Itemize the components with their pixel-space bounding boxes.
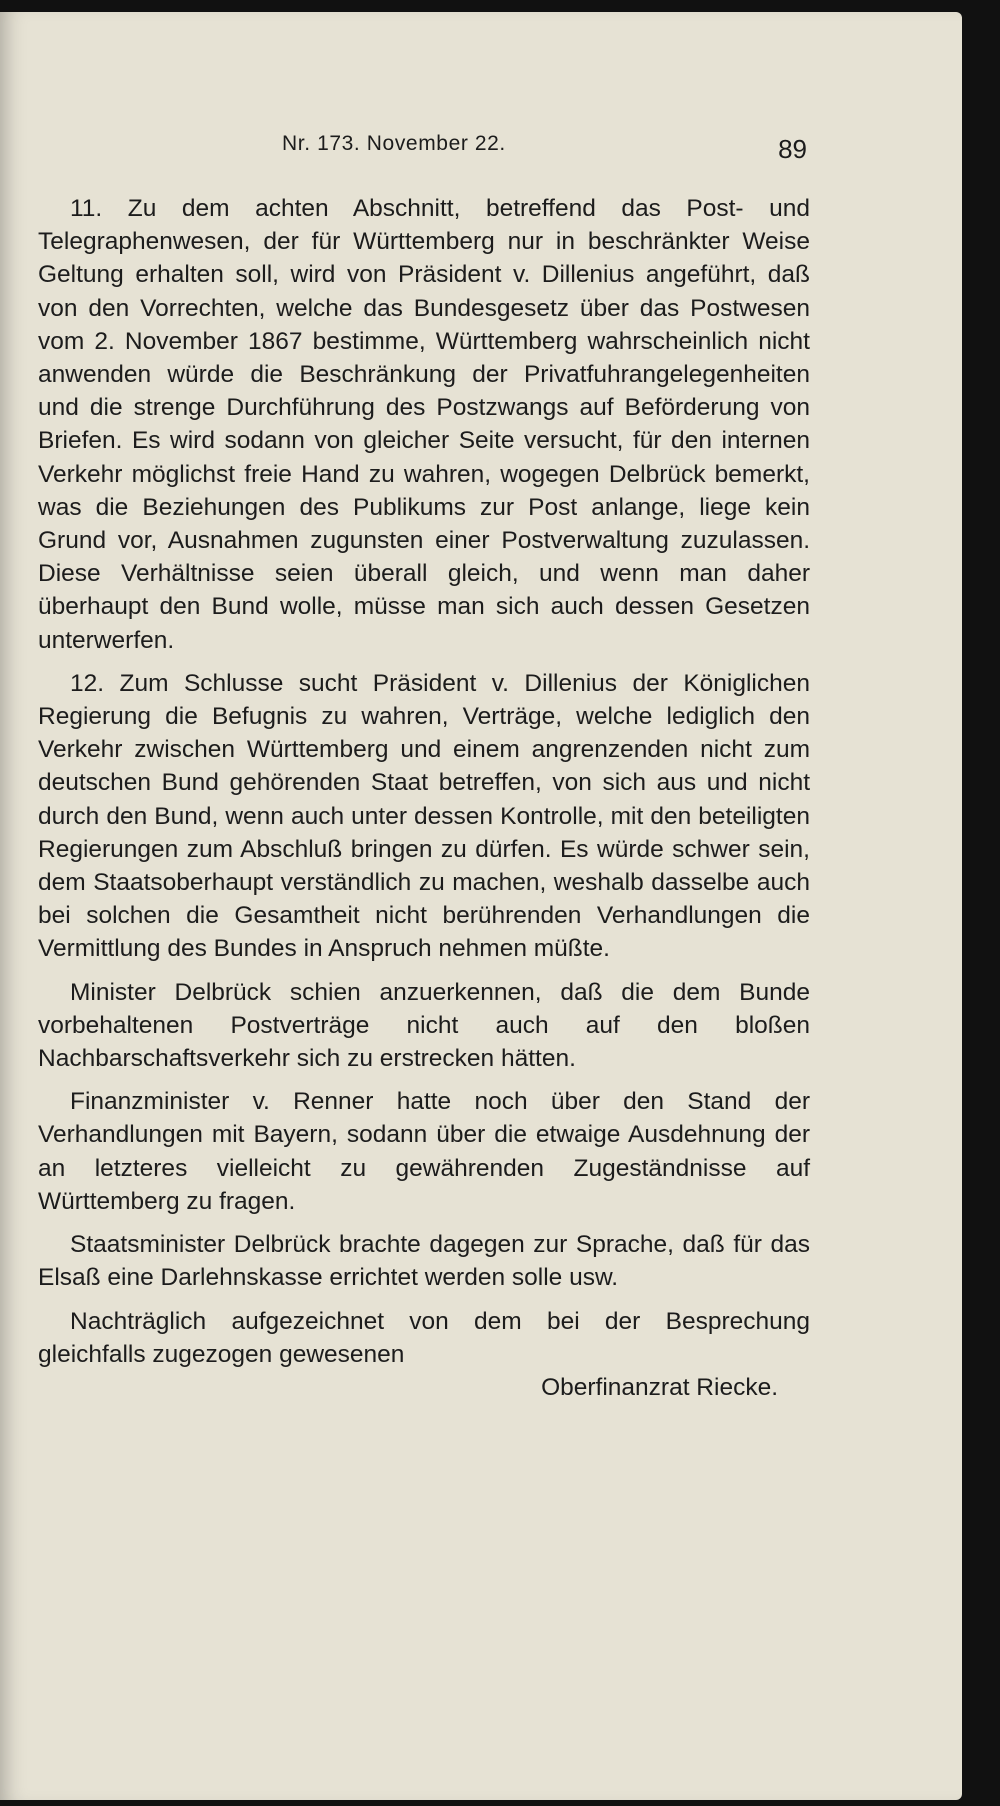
book-page <box>0 12 962 1800</box>
page-number: 89 <box>778 134 807 164</box>
paragraph-nachtraeglich: Nachträglich aufgezeichnet von dem bei der Besprechung gleichfalls zugezogen gewesenen <box>38 1307 810 1368</box>
paragraph-section-11: 11. Zu dem achten Abschnitt, betreffend das Post- und Telegraphenwesen, der für Württemberg nur in beschränkter Weise Geltung erhalten soll, wird von Präsident v. Dillenius angeführt, daß von den Vorrechten, welche das Bundesgesetz über das Postwesen vom 2. November 1867 bestimme, Württemberg wahrscheinlich nicht anwenden würde die Beschränkung der Privatfuhrangelegenheiten und die strenge Durchführung des Postzwangs auf Beförderung von Briefen. Es wird sodann von gleicher Seite versucht, für den internen Verkehr möglichst freie Hand zu wahren, wogegen Delbrück bemerkt, was die Beziehungen des Publikums zur Post anlange, liege kein Grund vor, Ausnahmen zugunsten einer Postverwaltung zuzulassen. Diese Verhältnisse seien überall gleich, und wenn man daher überhaupt den Bund wolle, müsse man sich auch dessen Gesetzen unterwerfen. <box>38 195 810 654</box>
page-body <box>38 192 810 1404</box>
paragraph-delbrueck-postvertraege: Minister Delbrück schien anzuerkennen, daß die dem Bunde vorbehaltenen Postverträge nicht auch auf den bloßen Nachbarschaftsverkehr sich zu erstrecken hätten. <box>38 978 810 1073</box>
page-header <box>282 132 807 168</box>
running-head: Nr. 173. November 22. <box>282 132 506 155</box>
paragraph-renner-bayern: Finanzminister v. Renner hatte noch über den Stand der Verhandlungen mit Bayern, sodann über die etwaige Ausdehnung der an letzteres vielleicht zu gewährenden Zugeständnisse auf Württemberg zu fragen. <box>38 1088 810 1215</box>
paragraph-section-12: 12. Zum Schlusse sucht Präsident v. Dillenius der Königlichen Regierung die Befugnis zu wahren, Verträge, welche lediglich den Verkehr zwischen Württemberg und einem angrenzenden nicht zum deutschen Bund gehörenden Staat betreffen, von sich aus und nicht durch den Bund, wenn auch unter dessen Kontrolle, mit den beteiligten Regierungen zum Abschluß bringen zu dürfen. Es würde schwer sein, dem Staatsoberhaupt verständlich zu machen, weshalb dasselbe auch bei solchen die Gesamtheit nicht berührenden Verhandlungen die Vermittlung des Bundes in Anspruch nehmen müßte. <box>38 669 810 963</box>
signature: Oberfinanzrat Riecke. <box>541 1373 778 1401</box>
paragraph-elsass-darlehnskasse: Staatsminister Delbrück brachte dagegen zur Sprache, daß für das Elsaß eine Darlehnskasse errichtet werden solle usw. <box>38 1231 810 1292</box>
